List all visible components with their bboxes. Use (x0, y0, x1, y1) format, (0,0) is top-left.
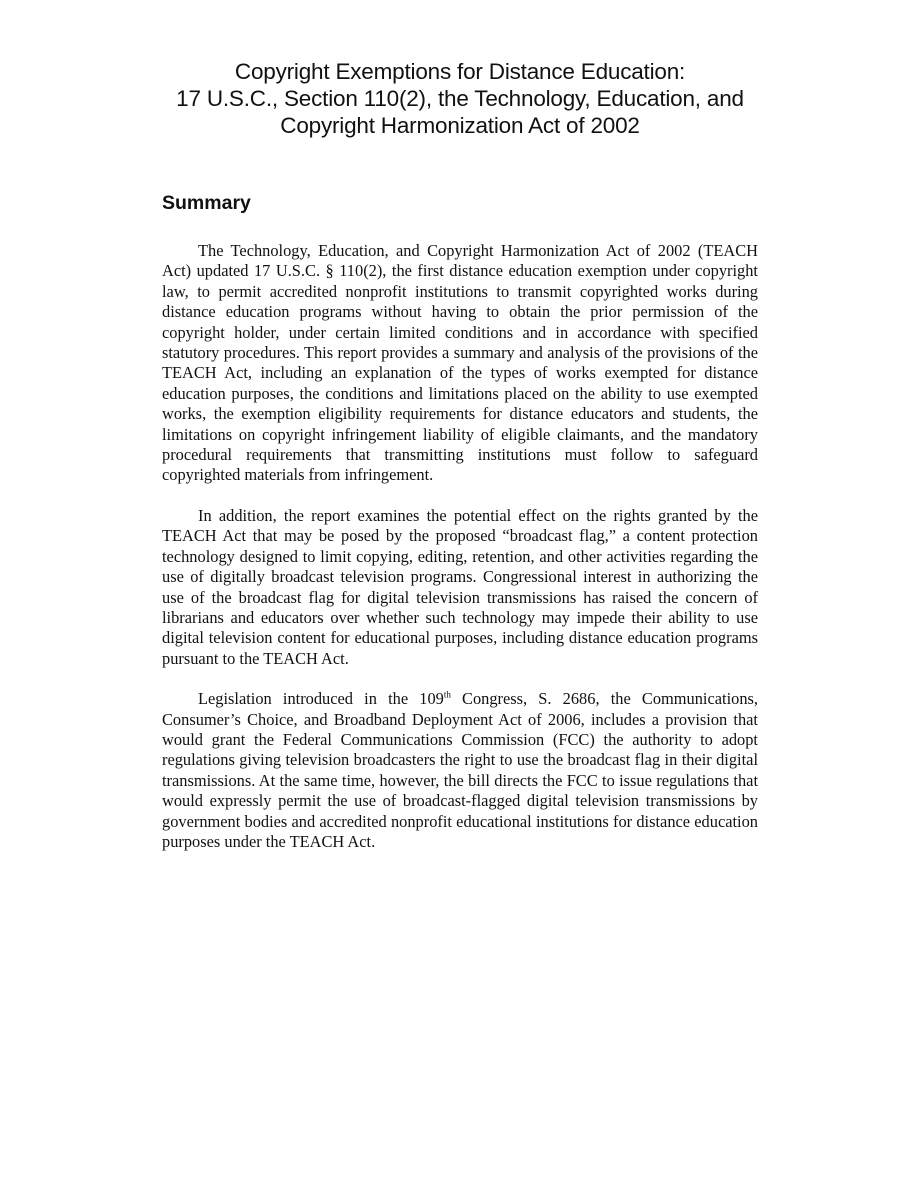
summary-paragraph-2: In addition, the report examines the potential effect on the rights granted by the TEACH Act that may be posed by the proposed “broadcast flag,” a content protection technology designed to limit copying, editing, retention, and other activities regarding the use of digitally broadcast television programs. Congressional interest in authorizing the use of the broadcast flag for digital television transmissions has raised the concern of librarians and educators over whether such technology may impede their ability to use digital television content for educational purposes, including distance education programs pursuant to the TEACH Act. (162, 505, 758, 668)
title-line-2: 17 U.S.C., Section 110(2), the Technology, Education, and (176, 86, 744, 111)
paragraph-3-rest: Congress, S. 2686, the Communications, Consumer’s Choice, and Broadband Deployment Act of 2006, includes a provision that would grant the Federal Communications Commission (FCC) the authority to adopt regulations giving television broadcasters the right to use the broadcast flag in their digital transmissions. At the same time, however, the bill directs the FCC to issue regulations that would expressly permit the use of broadcast-flagged digital television transmissions by government bodies and accredited nonprofit educational institutions for distance education purposes under the TEACH Act. (162, 689, 758, 851)
document-page (162, 58, 758, 852)
title-line-1: Copyright Exemptions for Distance Education: (234, 59, 686, 84)
section-heading-summary: Summary (162, 192, 251, 214)
summary-paragraph-1: The Technology, Education, and Copyright Harmonization Act of 2002 (TEACH Act) updated 17 U.S.C. § 110(2), the first distance education exemption under copyright law, to permit accredited nonprofit institutions to transmit copyrighted works during distance education programs without having to obtain the prior permission of the copyright holder, under certain limited conditions and in accordance with specified statutory procedures. This report provides a summary and analysis of the provisions of the TEACH Act, including an explanation of the types of works exempted for distance education purposes, the conditions and limitations placed on the ability to use exempted works, the exemption eligibility requirements for distance educators and students, the limitations on copyright infringement liability of eligible claimants, and the mandatory procedural requirements that transmitting institutions must follow to safeguard copyrighted materials from infringement. (162, 241, 758, 485)
paragraph-3-lead: Legislation introduced in the 109 (198, 689, 444, 709)
title-line-3: Copyright Harmonization Act of 2002 (280, 113, 640, 138)
document-title (162, 58, 758, 139)
summary-paragraph-3 (162, 689, 758, 852)
ordinal-superscript: th (443, 689, 451, 700)
